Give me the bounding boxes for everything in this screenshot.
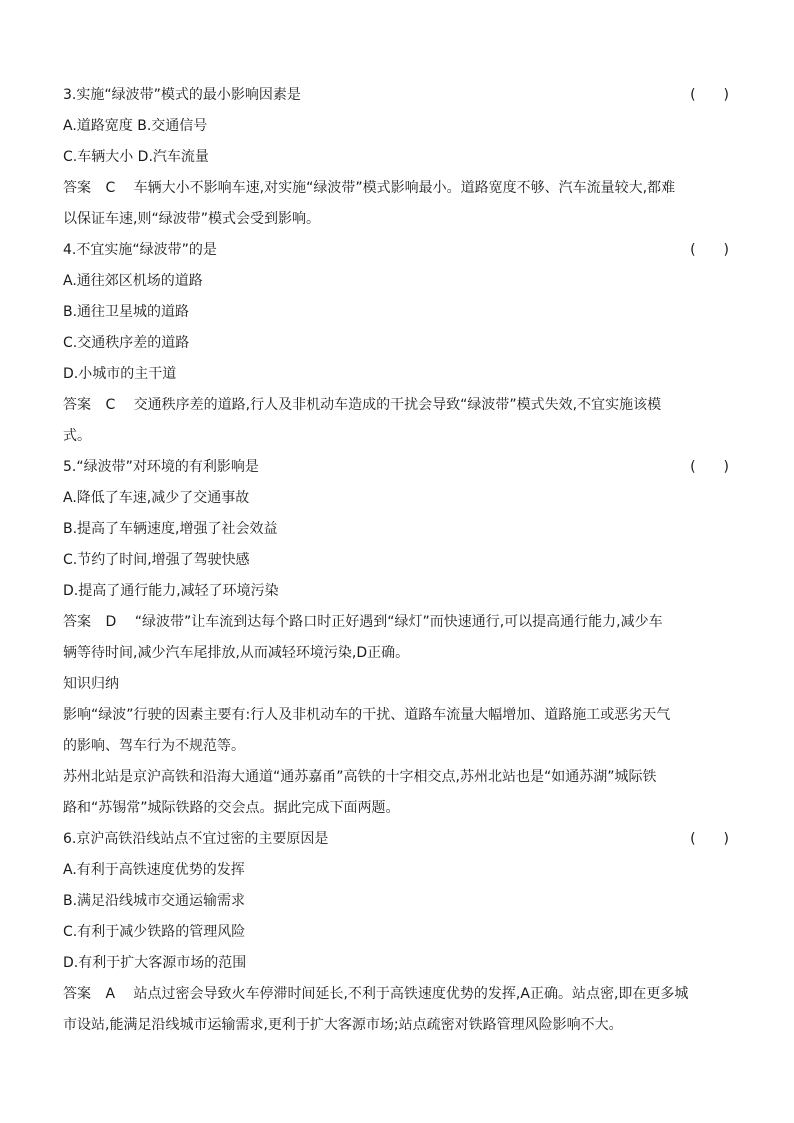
answer-explanation: 交通秩序差的道路,行人及非机动车造成的干扰会导致“绿波带”模式失效,不宜实施该模 — [133, 397, 662, 413]
question-5-text: 5.“绿波带”对环境的有利影响是 — [63, 459, 259, 475]
question-4-answer-continued: 式。 — [63, 428, 91, 444]
question-4-option-b: B.通往卫星城的道路 — [63, 304, 190, 320]
summary-heading: 知识归纳 — [63, 676, 119, 692]
passage-line-1: 苏州北站是京沪高铁和沿海大通道“通苏嘉甬”高铁的十字相交点,苏州北站也是“如通苏湖”城际铁 — [63, 769, 657, 785]
question-6-option-b: B.满足沿线城市交通运输需求 — [63, 893, 246, 909]
question-5-option-d: D.提高了通行能力,减轻了环境污染 — [63, 583, 279, 599]
question-4-answer-blank: ( ) — [690, 242, 729, 258]
passage-line-2: 路和“苏锡常”城际铁路的交会点。据此完成下面两题。 — [63, 800, 400, 816]
question-4-option-d: D.小城市的主干道 — [63, 366, 177, 382]
question-6-answer — [63, 979, 735, 1010]
answer-letter: C — [105, 180, 116, 196]
question-5-answer-continued: 辆等待时间,减少汽车尾排放,从而减轻环境污染,D正确。 — [63, 645, 410, 661]
question-5-stem — [63, 452, 735, 483]
question-6-answer-continued: 市设站,能满足沿线城市运输需求,更利于扩大客源市场;站点疏密对铁路管理风险影响不大。 — [63, 1017, 623, 1033]
question-3-answer — [63, 173, 735, 204]
question-4-stem — [63, 235, 735, 266]
question-5-answer-blank: ( ) — [690, 459, 729, 475]
question-4-text: 4.不宜实施“绿波带”的是 — [63, 242, 217, 258]
question-6-stem — [63, 824, 735, 855]
question-3-stem — [63, 80, 735, 111]
question-5-option-a: A.降低了车速,减少了交通事故 — [63, 490, 250, 506]
question-6-option-d: D.有利于扩大客源市场的范围 — [63, 955, 247, 971]
question-5-answer — [63, 607, 735, 638]
answer-label: 答案 — [63, 614, 91, 630]
answer-letter: A — [105, 986, 116, 1002]
question-3-answer-continued: 以保证车速,则“绿波带”模式会受到影响。 — [63, 211, 320, 227]
question-5-option-c: C.节约了时间,增强了驾驶快感 — [63, 552, 250, 568]
answer-label: 答案 — [63, 180, 91, 196]
question-3-option-row-1: A.道路宽度 B.交通信号 — [63, 118, 208, 134]
question-4-option-c: C.交通秩序差的道路 — [63, 335, 190, 351]
question-4-option-a: A.通往郊区机场的道路 — [63, 273, 203, 289]
question-3-text: 3.实施“绿波带”模式的最小影响因素是 — [63, 87, 301, 103]
question-6-text: 6.京沪高铁沿线站点不宜过密的主要原因是 — [63, 831, 329, 847]
answer-explanation: “绿波带”让车流到达每个路口时正好遇到“绿灯”而快速通行,可以提高通行能力,减少车 — [134, 614, 663, 630]
question-6-answer-blank: ( ) — [690, 831, 729, 847]
question-6-option-a: A.有利于高铁速度优势的发挥 — [63, 862, 245, 878]
question-6-option-c: C.有利于减少铁路的管理风险 — [63, 924, 246, 940]
answer-explanation: 车辆大小不影响车速,对实施“绿波带”模式影响最小。道路宽度不够、汽车流量较大,都难 — [133, 180, 676, 196]
question-4-answer — [63, 390, 735, 421]
document-page — [63, 80, 735, 1041]
answer-label: 答案 — [63, 397, 91, 413]
answer-letter: C — [105, 397, 116, 413]
answer-label: 答案 — [63, 986, 91, 1002]
summary-line-2: 的影响、驾车行为不规范等。 — [63, 738, 245, 754]
answer-letter: D — [105, 614, 117, 630]
question-5-option-b: B.提高了车辆速度,增强了社会效益 — [63, 521, 278, 537]
question-3-option-row-2: C.车辆大小 D.汽车流量 — [63, 149, 209, 165]
answer-explanation: 站点过密会导致火车停滞时间延长,不利于高铁速度优势的发挥,A正确。站点密,即在更多城 — [133, 986, 689, 1002]
summary-line-1: 影响“绿波”行驶的因素主要有:行人及非机动车的干扰、道路车流量大幅增加、道路施工或恶劣天气 — [63, 707, 671, 723]
question-3-answer-blank: ( ) — [690, 87, 729, 103]
